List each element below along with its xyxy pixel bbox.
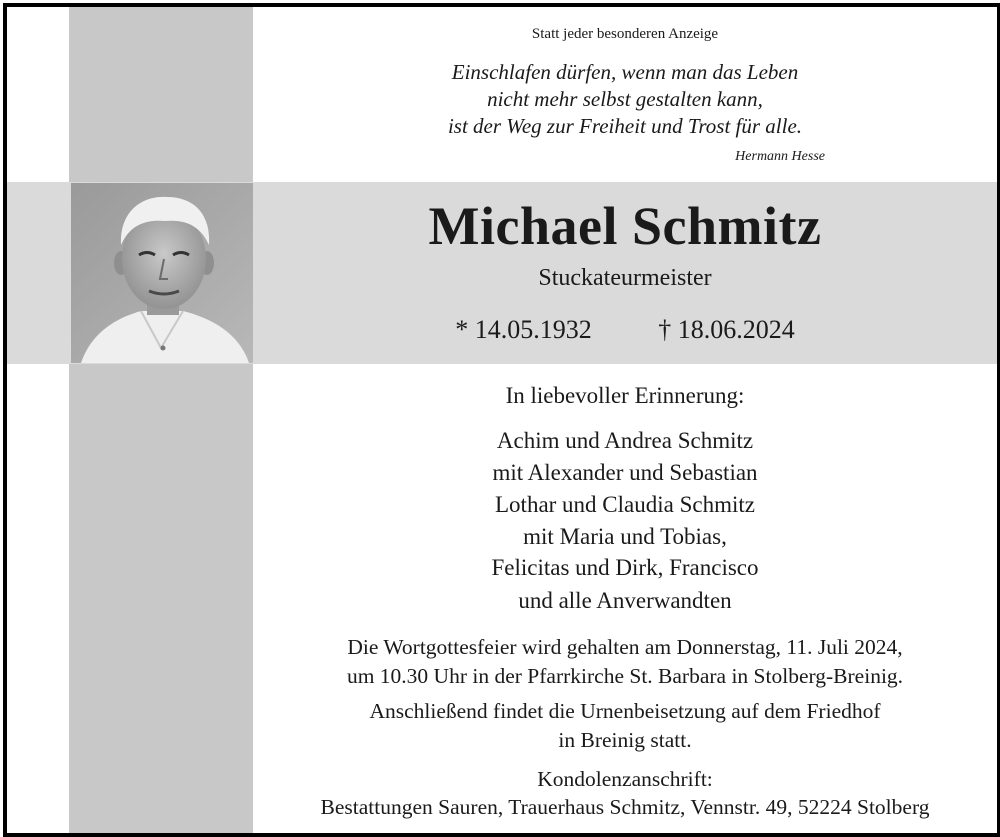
life-dates (253, 315, 997, 345)
quote (253, 59, 997, 140)
deceased-name: Michael Schmitz (428, 196, 822, 256)
gray-column-decoration (69, 7, 253, 833)
condolence-info (253, 765, 997, 821)
service-line: in Breinig statt. (558, 727, 692, 752)
service-line: Die Wortgottesfeier wird gehalten am Donnerstag, 11. Juli 2024, (347, 635, 903, 659)
quote-line: ist der Weg zur Freiheit und Trost für alle. (447, 114, 803, 138)
death-date: † 18.06.2024 (658, 315, 795, 344)
portrait-photo (71, 183, 253, 363)
condolence-label: Kondolenzanschrift: (537, 767, 713, 791)
service-line: Anschließend findet die Urnenbeisetzung auf dem Friedhof (369, 699, 881, 723)
family-list (253, 425, 997, 616)
notice-header: Statt jeder besonderen Anzeige (531, 26, 719, 42)
condolence-address: Bestattungen Sauren, Trauerhaus Schmitz, Vennstr. 49, 52224 Stolberg (320, 795, 930, 819)
birth-date: * 14.05.1932 (455, 315, 592, 344)
deceased-profession: Stuckateurmeister (538, 265, 712, 291)
family-line: und alle Anverwandten (518, 587, 732, 613)
family-line: Lothar und Claudia Schmitz (495, 492, 755, 517)
service-info (253, 633, 997, 754)
family-line: mit Maria und Tobias, (523, 523, 727, 549)
family-line: Felicitas und Dirk, Francisco (491, 555, 759, 580)
quote-line: nicht mehr selbst gestalten kann, (487, 87, 763, 111)
obituary-notice (3, 3, 1000, 837)
quote-author: Hermann Hesse (735, 149, 825, 164)
family-line: Achim und Andrea Schmitz (496, 428, 754, 453)
family-line: mit Alexander und Sebastian (492, 459, 758, 485)
quote-line: Einschlafen dürfen, wenn man das Leben (451, 60, 799, 84)
service-line: um 10.30 Uhr in der Pfarrkirche St. Barbara in Stolberg-Breinig. (346, 663, 904, 688)
memory-heading: In liebevoller Erinnerung: (505, 383, 745, 408)
